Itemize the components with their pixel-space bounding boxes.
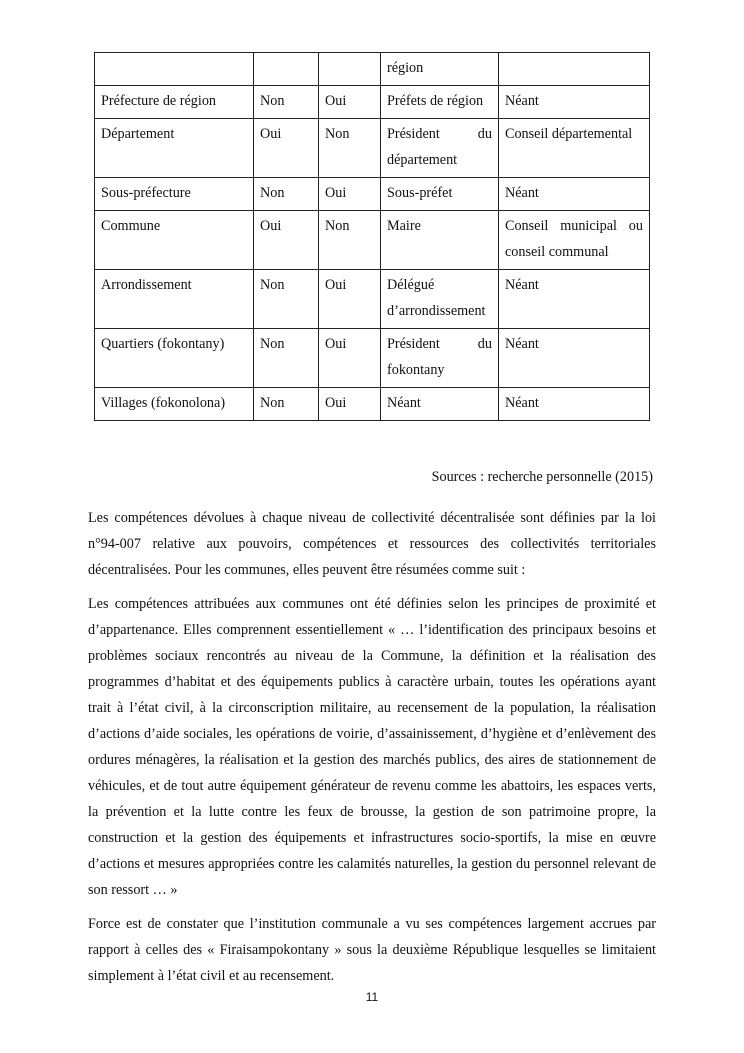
table-cell: Maire	[381, 211, 499, 270]
table-cell: Néant	[499, 388, 650, 421]
table-cell: Non	[319, 119, 381, 178]
table-cell: Président du département	[381, 119, 499, 178]
table-cell: Arrondissement	[95, 270, 254, 329]
table-cell: Président du fokontany	[381, 329, 499, 388]
table-cell: Non	[254, 270, 319, 329]
table-source-note: Sources : recherche personnelle (2015)	[431, 469, 653, 485]
table-row	[95, 53, 650, 86]
table-row	[95, 211, 650, 270]
table-cell: Non	[254, 388, 319, 421]
page-number: 11	[365, 990, 379, 1004]
table-row	[95, 329, 650, 388]
paragraph: Force est de constater que l’institution communale a vu ses compétences largement accrues par rapport à celles des « Firaisampokontany » sous la deuxième République lesquelles se limitaient simplement à l’état civil et au recensement.	[88, 916, 656, 984]
table-cell: Néant	[499, 329, 650, 388]
table-cell: Sous-préfecture	[95, 178, 254, 211]
table-cell: Délégué d’arrondissement	[381, 270, 499, 329]
table-cell: Oui	[319, 329, 381, 388]
table-cell: Oui	[319, 86, 381, 119]
table-cell: Néant	[499, 86, 650, 119]
table-cell: Oui	[319, 388, 381, 421]
table-row	[95, 270, 650, 329]
table-cell: Oui	[254, 211, 319, 270]
table-cell	[95, 53, 254, 86]
table-cell: Commune	[95, 211, 254, 270]
table-cell: Préfets de région	[381, 86, 499, 119]
table-cell	[254, 53, 319, 86]
administrative-levels-table	[94, 52, 650, 421]
table-cell	[499, 53, 650, 86]
body-text	[88, 505, 656, 997]
table-row	[95, 388, 650, 421]
table-cell: Oui	[254, 119, 319, 178]
table-cell: Non	[319, 211, 381, 270]
table-row	[95, 178, 650, 211]
table-cell	[319, 53, 381, 86]
table-cell: Villages (fokonolona)	[95, 388, 254, 421]
table-cell: Néant	[381, 388, 499, 421]
table-cell: Quartiers (fokontany)	[95, 329, 254, 388]
paragraph: Les compétences dévolues à chaque niveau de collectivité décentralisée sont définies par la loi n°94-007 relative aux pouvoirs, compétences et ressources des collectivités territoriales décentralisées. Pour les communes, elles peuvent être résumées comme suit :	[88, 510, 656, 578]
table-cell: Département	[95, 119, 254, 178]
table-cell: Oui	[319, 270, 381, 329]
table-cell: région	[381, 53, 499, 86]
table-cell: Néant	[499, 178, 650, 211]
table-row	[95, 119, 650, 178]
table-row	[95, 86, 650, 119]
table-cell: Néant	[499, 270, 650, 329]
table-cell: Préfecture de région	[95, 86, 254, 119]
table-cell: Conseil municipal ou conseil communal	[499, 211, 650, 270]
table-cell: Non	[254, 178, 319, 211]
table-cell: Non	[254, 86, 319, 119]
table-cell: Conseil départemental	[499, 119, 650, 178]
table-cell: Sous-préfet	[381, 178, 499, 211]
paragraph: Les compétences attribuées aux communes ont été définies selon les principes de proximité et d’appartenance. Elles comprennent essentiellement « … l’identification des principaux besoins et problèmes sociaux rencontrés au niveau de la Commune, la définition et la réalisation des programmes d’habitat et des équipements publics à caractère urbain, toutes les opérations ayant trait à l’état civil, à la circonscription militaire, au recensement de la population, la réalisation d’actions d’aide sociales, les opérations de voirie, d’assainissement, d’hygiène et d’enlèvement des ordures ménagères, la réalisation et la gestion des marchés publics, des aires de stationnement de véhicules, et de tout autre équipement générateur de revenu comme les abattoirs, les espaces verts, la prévention et la lutte contre les feux de brousse, la gestion de son patrimoine propre, la construction et la gestion des équipements et infrastructures socio-sportifs, la mise en œuvre d’actions et mesures appropriées contre les calamités naturelles, la gestion du personnel relevant de son ressort … »	[88, 596, 656, 898]
table-cell: Non	[254, 329, 319, 388]
table-cell: Oui	[319, 178, 381, 211]
